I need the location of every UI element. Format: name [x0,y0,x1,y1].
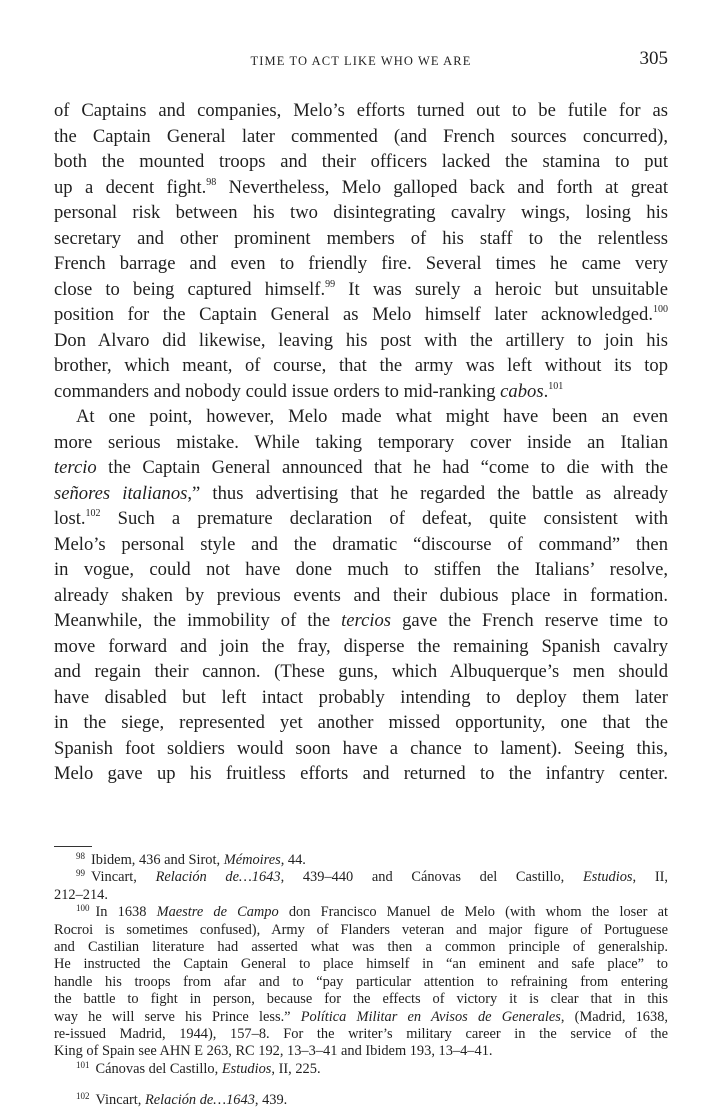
text-line: secretary and other prominent members of his staff to the relentless [54,227,668,249]
text-line: already shaken by previous events and their dubious place in formation. [54,584,668,606]
text-line: close to being captured himself.$^{99}$ It was surely a heroic but unsuitable [54,278,668,300]
text-line: lost.$^{102}$ Such a premature declaration of defeat, quite consistent with [54,508,668,529]
text-line: At one point, however, Melo made what might have been an even [76,406,668,427]
footnote-line: 212–214. [54,886,108,903]
text-line: brother, which meant, of course, that the army was left without its top [54,355,668,376]
footnote-100: $^{100}$ In 1638 Maestre de Campo don Francisco Manuel de Melo (with whom the loser at [76,903,668,921]
footnote-102-clipped [54,1092,668,1108]
text-line: and regain their cannon. (These guns, which Albuquerque’s men should [54,661,668,682]
footnote-98: $^{98}$ Ibidem, 436 and Sirot, Mémoires, 44. [76,851,306,868]
text-line: move forward and join the fray, disperse the remaining Spanish cavalry [54,635,668,657]
footnote-ref[interactable]: 98 [206,176,217,188]
text-line: in the siege, represented yet another missed opportunity, one that the [54,712,668,733]
footnote-line: the battle to fight in person, because for the effects of victory it is clear that in this [54,991,668,1008]
text-line: of Captains and companies, Melo’s efforts turned out to be futile for as [54,100,668,121]
footnote-ref[interactable]: 101 [548,380,564,392]
footnote-line: way he will serve his Prince less.” Política Militar en Avisos de Generales, (Madrid, 1638, [54,1008,668,1025]
text-line: have disabled but left intact probably intending to deploy them later [54,686,668,708]
running-head [54,50,668,74]
text-line: the Captain General later commented (and French sources concurred), [54,125,668,147]
text-line: Meanwhile, the immobility of the tercios gave the French reserve time to [54,610,668,631]
footnote-ref[interactable]: 102 [85,508,101,519]
text-line: Melo gave up his fruitless efforts and returned to the infantry center. [54,763,668,784]
footnote-line: handle his troops from afar and to “pay particular attention to refraining from entering [54,973,668,990]
text-line: position for the Captain General as Melo himself later acknowledged.$^{100}$ [54,304,668,325]
text-line: French barrage and even to friendly fire. Several times he came very [54,253,668,274]
footnote-line: re-issued Madrid, 1944), 157–8. For the writer’s military career in the service of the [54,1025,668,1042]
text-line: señores italianos,” thus advertising that he regarded the battle as already [54,482,669,504]
running-title: TIME TO ACT LIKE WHO WE ARE [250,54,472,68]
page-number: 305 [639,48,668,69]
footnote-rule [54,846,92,847]
text-line: Don Alvaro did likewise, leaving his post with the artillery to join his [54,329,668,351]
footnote-ref[interactable]: 100 [653,304,668,315]
text-line: more serious mistake. While taking temporary cover inside an Italian [54,431,668,453]
footnote-line: Rocroi is sometimes confused), Army of Flanders veteran and major figure of Portuguese [54,921,668,938]
footnote-ref[interactable]: 99 [325,278,336,290]
footnote-line: He instructed the Captain General to place himself in “an eminent and safe place” to [54,956,668,973]
footnote-99: $^{99}$ Vincart, Relación de…1643, 439–440 and Cánovas del Castillo, Estudios, II, [76,868,668,886]
text-line: personal risk between his two disintegrating cavalry wings, losing his [54,202,668,223]
text-line: Spanish foot soldiers would soon have a chance to lament). Seeing this, [54,737,668,759]
book-page [54,0,668,1108]
text-line: both the mounted troops and their officers lacked the stamina to put [54,151,668,172]
text-line: Melo’s personal style and the dramatic “discourse of command” then [54,533,668,555]
text-line: commanders and nobody could issue orders to mid-ranking cabos.$^{101}$ [54,380,564,402]
text-line: in vogue, could not have done much to stiffen the Italians’ resolve, [54,559,668,580]
footnote-102: $^{102}$ Vincart, Relación de…1643, 439. [76,1092,288,1108]
footnotes [54,852,668,1078]
text-line: up a decent fight.$^{98}$ Nevertheless, Melo galloped back and forth at great [54,176,669,198]
footnote-line: and Castilian literature had asserted what was then a common principle of generalship. [54,938,668,955]
footnote-101: $^{101}$ Cánovas del Castillo, Estudios, II, 225. [76,1059,321,1077]
body-text [54,98,668,787]
footnote-line: King of Spain see AHN E 263, RC 192, 13–3–41 and Ibidem 193, 13–4–41. [54,1043,493,1060]
text-line: tercio the Captain General announced that he had “come to die with the [54,457,668,478]
